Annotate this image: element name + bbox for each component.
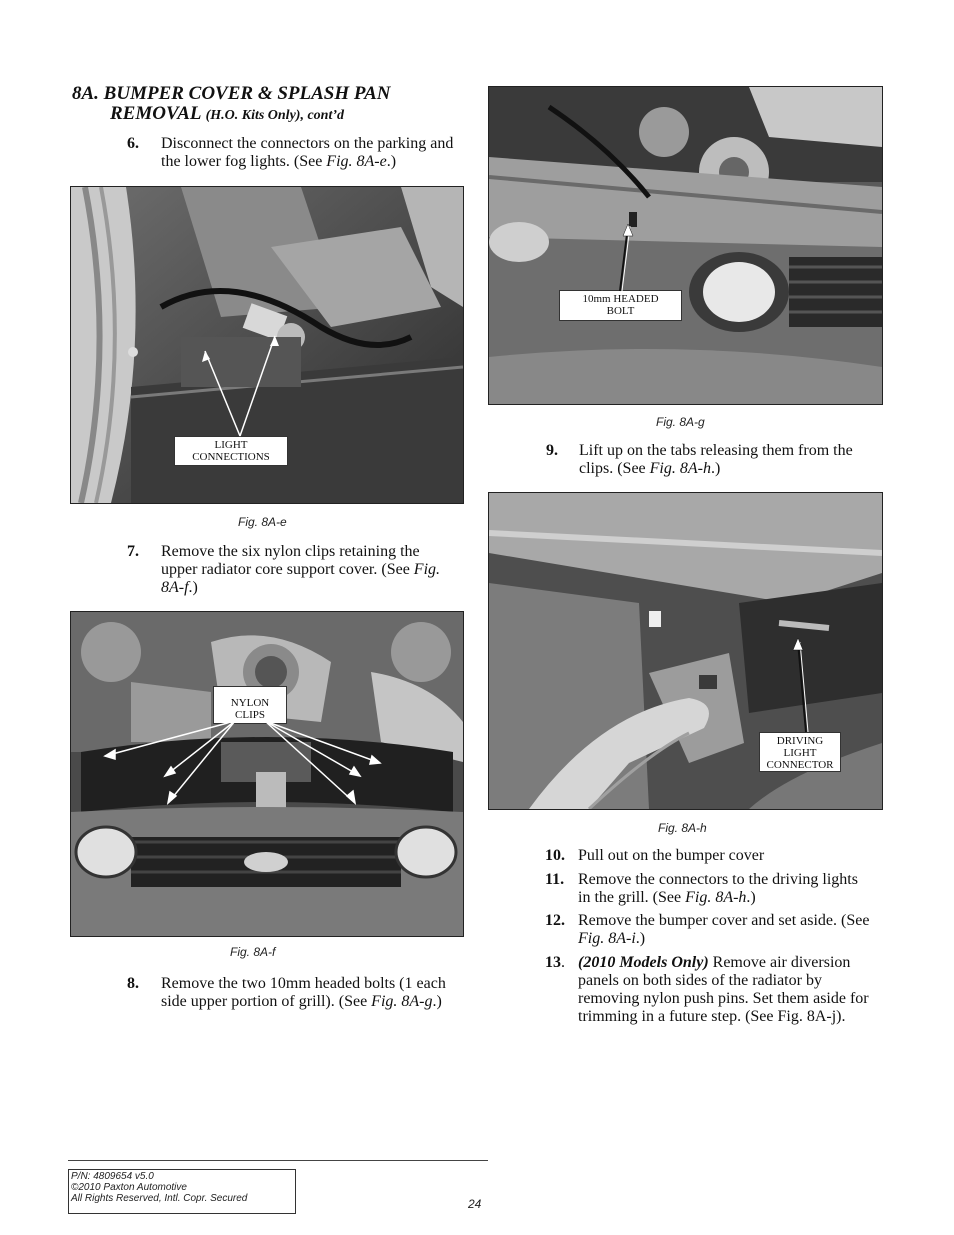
step-6	[127, 135, 457, 175]
step-8	[127, 975, 467, 1031]
callout-light-connections: LIGHT CONNECTIONS	[174, 436, 288, 466]
step-7	[127, 543, 457, 599]
step-number: 11.	[545, 871, 565, 888]
step-13	[545, 954, 885, 1046]
callout-arrows-h	[488, 492, 881, 808]
step-number: 8.	[127, 975, 139, 992]
callout-arrows-f	[70, 611, 462, 935]
figure-caption: Fig. 8A-h	[658, 821, 707, 835]
step-text: Remove the connectors to the driving lights in the grill. (See Fig. 8A-h.)	[578, 871, 858, 906]
part-number: P/N: 4809654 v5.0	[71, 1171, 154, 1182]
step-text: Disconnect the connectors on the parking and the lower fog lights. (See Fig. 8A-e.)	[161, 135, 454, 170]
step-10	[545, 847, 885, 867]
callout-10mm-headed-bolt: 10mm HEADED BOLT	[559, 290, 682, 321]
step-text: Remove the bumper cover and set aside. (See Fig. 8A-i.)	[578, 912, 870, 947]
step-text: Remove the six nylon clips retaining the upper radiator core support cover. (See Fig. 8A-f.)	[161, 543, 441, 596]
step-number: 7.	[127, 543, 139, 560]
callout-arrows-e	[70, 186, 462, 502]
step-number: 10.	[545, 847, 565, 864]
heading-subtitle: (H.O. Kits Only), cont’d	[205, 108, 345, 123]
footer-rule	[68, 1160, 488, 1161]
heading-line-1: 8A. BUMPER COVER & SPLASH PAN	[72, 83, 391, 104]
callout-nylon-clips: NYLON CLIPS	[213, 686, 287, 724]
step-number: 6.	[127, 135, 139, 152]
step-11	[545, 871, 885, 911]
step-text: Lift up on the tabs releasing them from the clips. (See Fig. 8A-h.)	[579, 442, 853, 477]
step-number: 9.	[546, 442, 558, 459]
rights-notice: All Rights Reserved, Intl. Copr. Secured	[71, 1193, 248, 1204]
step-text: (2010 Models Only) Remove air diversion panels on both sides of the radiator by removing nylon push pins. Set them aside for trimming in a future step. (See Fig. 8A-j).	[578, 954, 869, 1025]
heading-line-2: REMOVAL (H.O. Kits Only), cont’d	[110, 103, 345, 124]
callout-arrows-g	[488, 86, 881, 403]
step-12	[545, 912, 885, 952]
step-number: 12.	[545, 912, 565, 929]
section-heading	[72, 84, 472, 126]
callout-driving-light-connector: DRIVING LIGHT CONNECTOR	[759, 732, 841, 772]
copyright: ©2010 Paxton Automotive	[71, 1182, 187, 1193]
page-number: 24	[468, 1197, 482, 1211]
step-number: 13.	[545, 954, 565, 971]
step-text: Pull out on the bumper cover	[578, 847, 765, 864]
step-text: Remove the two 10mm headed bolts (1 each side upper portion of grill). (See Fig. 8A-g.)	[161, 975, 446, 1010]
step-9	[546, 442, 886, 482]
figure-caption: Fig. 8A-f	[230, 945, 276, 959]
figure-caption: Fig. 8A-e	[238, 515, 287, 529]
figure-caption: Fig. 8A-g	[656, 415, 705, 429]
footer-copyright-box	[68, 1169, 296, 1214]
